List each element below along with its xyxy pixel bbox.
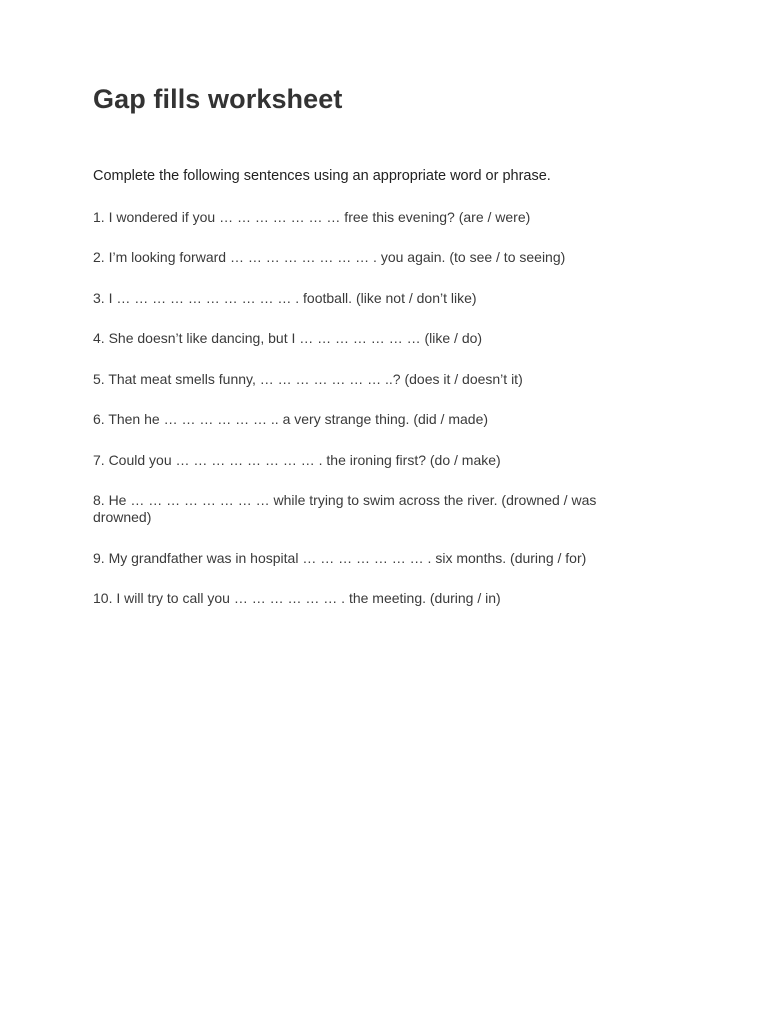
question-3: 3. I … … … … … … … … … … . football. (like not / don’t like) bbox=[93, 290, 477, 306]
question-1: 1. I wondered if you … … … … … … … free this evening? (are / were) bbox=[93, 209, 531, 225]
question-8: 8. He … … … … … … … … while trying to swim across the river. (drowned / was drowned) bbox=[93, 492, 597, 525]
question-6: 6. Then he … … … … … … .. a very strange thing. (did / made) bbox=[93, 411, 489, 427]
question-7: 7. Could you … … … … … … … … . the ironing first? (do / make) bbox=[93, 452, 501, 468]
page-title: Gap fills worksheet bbox=[93, 84, 343, 114]
question-9: 9. My grandfather was in hospital … … … … … … … . six months. (during / for) bbox=[93, 550, 587, 566]
question-10: 10. I will try to call you … … … … … … . the meeting. (during / in) bbox=[93, 590, 501, 606]
instructions: Complete the following sentences using an appropriate word or phrase. bbox=[93, 168, 551, 184]
question-4: 4. She doesn’t like dancing, but I … … … … … … … (like / do) bbox=[93, 330, 483, 346]
question-2: 2. I’m looking forward … … … … … … … … . you again. (to see / to seeing) bbox=[93, 249, 566, 265]
question-5: 5. That meat smells funny, … … … … … … … ..? (does it / doesn’t it) bbox=[93, 371, 523, 387]
